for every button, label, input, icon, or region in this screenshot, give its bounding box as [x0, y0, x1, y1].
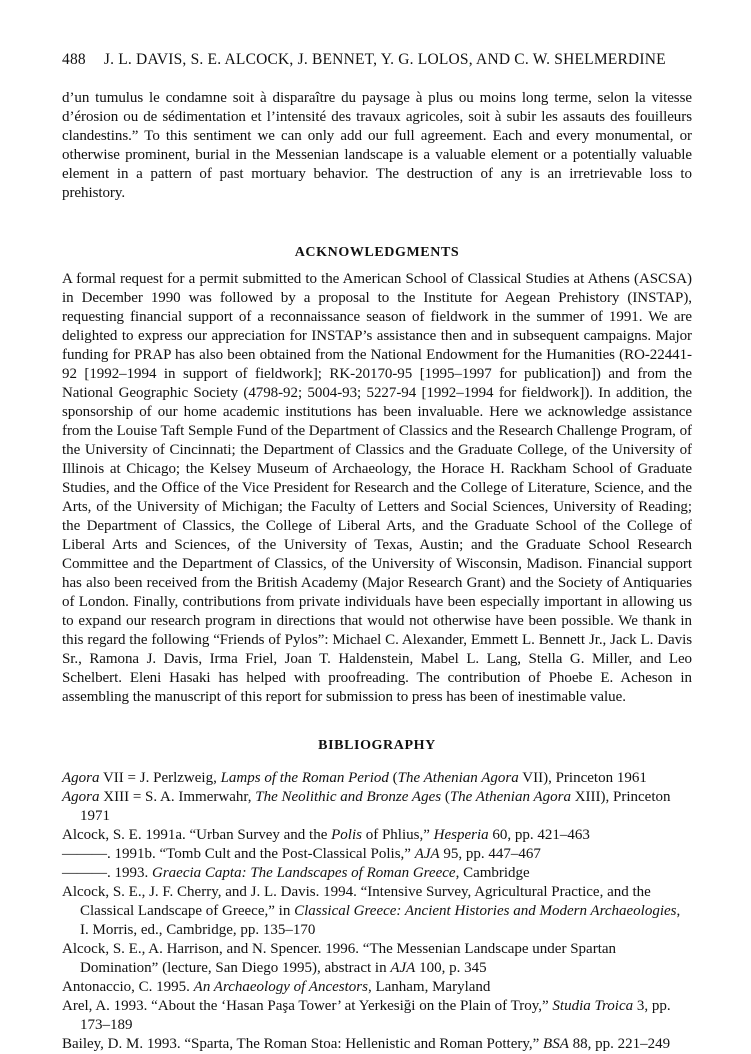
bibliography-entry: [62, 883, 692, 940]
bibliography-entry: [62, 978, 692, 997]
entry-italic-text: The Athenian Agora: [397, 770, 519, 786]
bibliography-entry: [62, 864, 692, 883]
entry-text: XIII = S. A. Immerwahr,: [99, 789, 256, 805]
bibliography-entry: [62, 940, 692, 978]
entry-text: , Lanham, Maryland: [367, 979, 491, 995]
page: [62, 50, 692, 1054]
intro-paragraph: d’un tumulus le condamne soit à disparaître du paysage à plus ou moins long terme, selon la vitesse d’érosion ou de sédimentation et l’intensité des travaux agricoles, soit à subir les assauts des fouilleurs clandestins.” To this sentiment we can only add our full agreement. Each and every monumental, or otherwise prominent, burial in the Messenian landscape is a valuable element or a potentially valuable element in a pattern of past mortuary behavior. The destruction of any is an irretrievable loss to prehistory.: [62, 90, 692, 201]
entry-text: 88, pp. 221–249: [568, 1036, 671, 1052]
entry-text: VII = J. Perlzweig,: [99, 770, 221, 786]
bibliography-entry: [62, 1035, 692, 1054]
entry-text: , I. Morris, ed., Cambridge, pp. 135–170: [80, 903, 681, 938]
entry-text: of Phlius,”: [361, 827, 434, 843]
entry-italic-text: The Neolithic and Bronze Ages: [255, 789, 442, 805]
entry-italic-text: Lamps of the Roman Period: [220, 770, 389, 786]
entry-text: Antonaccio, C. 1995.: [62, 979, 194, 995]
entry-text: 60, pp. 421–463: [488, 827, 590, 843]
entry-italic-text: Agora: [62, 789, 100, 805]
entry-text: 3, pp. 173–189: [80, 998, 671, 1033]
entry-italic-text: Studia Troica: [552, 998, 634, 1014]
entry-text: Alcock, S. E. 1991a. “Urban Survey and the: [62, 827, 332, 843]
bibliography-entry: [62, 997, 692, 1035]
entry-text: ———. 1991b. “Tomb Cult and the Post-Classical Polis,”: [62, 846, 415, 862]
entry-text: XIII), Princeton 1971: [80, 789, 671, 824]
entry-italic-text: Classical Greece: Ancient Histories and Modern Archaeologies: [294, 903, 677, 919]
entry-italic-text: AJA: [414, 846, 440, 862]
page-number: 488: [62, 51, 86, 68]
entry-text: ———. 1993.: [62, 865, 152, 881]
entry-text: , Cambridge: [455, 865, 530, 881]
running-header: [62, 50, 692, 70]
header-authors: J. L. DAVIS, S. E. ALCOCK, J. BENNET, Y. G. LOLOS, AND C. W. SHELMERDINE: [103, 51, 666, 68]
acknowledgments-heading: ACKNOWLEDGMENTS: [294, 245, 460, 260]
entry-italic-text: Graecia Capta: The Landscapes of Roman Greece: [152, 865, 456, 881]
entry-text: Alcock, S. E., A. Harrison, and N. Spencer. 1996. “The Messenian Landscape under Spartan Domination” (lecture, San Diego 1995), abstract in: [62, 941, 617, 976]
entry-text: Bailey, D. M. 1993. “Sparta, The Roman Stoa: Hellenistic and Roman Pottery,”: [62, 1036, 544, 1052]
bibliography-entry: [62, 845, 692, 864]
entry-text: 100, p. 345: [415, 960, 487, 976]
entry-text: 95, pp. 447–467: [439, 846, 541, 862]
entry-italic-text: The Athenian Agora: [449, 789, 571, 805]
bibliography-entry: [62, 826, 692, 845]
bibliography-heading: BIBLIOGRAPHY: [318, 738, 436, 753]
entry-text: VII), Princeton 1961: [518, 770, 647, 786]
bibliography-list: [62, 769, 692, 1054]
entry-text: Arel, A. 1993. “About the ‘Hasan Paşa Tower’ at Yerkesiği on the Plain of Troy,”: [62, 998, 553, 1014]
entry-italic-text: BSA: [543, 1036, 569, 1052]
bibliography-entry: [62, 788, 692, 826]
entry-text: (: [388, 770, 398, 786]
entry-text: (: [441, 789, 450, 805]
entry-italic-text: Polis: [331, 827, 362, 843]
acknowledgments-paragraph: A formal request for a permit submitted to the American School of Classical Studies at Athens (ASCSA) in December 1990 was followed by a proposal to the Institute for Aegean Prehistory (INSTAP), requesting financial support of a reconnaissance season of fieldwork in the summer of 1991. We are delighted to express our appreciation for INSTAP’s assistance then and in subsequent campaigns. Major funding for PRAP has also been obtained from the National Endowment for the Humanities (RO-22441-92 [1992–1994 in support of fieldwork]; RK-20170-95 [1995–1997 for publication]) and from the National Geographic Society (4798-92; 5004-93; 5227-94 [1992–1994 for fieldwork]). In addition, the sponsorship of our home academic institutions has been invaluable. Here we acknowledge assistance from the Louise Taft Semple Fund of the Department of Classics and the Research Challenge Program, of the University of Cincinnati; the Department of Classics and the Graduate College, of the University of Illinois at Chicago; the Kelsey Museum of Archaeology, the Horace H. Rackham School of Graduate Studies, and the Office of the Vice President for Research and the College of Literature, Science, and the Arts, of the University of Michigan; the Faculty of Letters and Social Sciences, University of Reading; the Department of Classics, the College of Liberal Arts, and the Graduate School of the College of Liberal Arts and Sciences, of the University of Texas, Austin; and the Graduate School Research Committee and the Department of Classics, of the University of Wisconsin, Madison. Financial support has also been received from the British Academy (Major Research Grant) and the Society of Antiquaries of London. Finally, contributions from private individuals have been especially important in allowing us to expand our research program in directions that would not otherwise have been possible. We thank in this regard the following “Friends of Pylos”: Michael C. Alexander, Emmett L. Bennett Jr., Jack L. Davis Sr., Ramona J. Davis, Irma Friel, Joan T. Haldenstein, Mabel L. Lang, Stella G. Miller, and Leo Schelbert. Eleni Hasaki has helped with proofreading. The contribution of Phoebe E. Acheson in assembling the manuscript of this report for submission to press has been of inestimable value.: [62, 271, 692, 705]
entry-italic-text: AJA: [390, 960, 416, 976]
entry-italic-text: Agora: [62, 770, 100, 786]
entry-italic-text: Hesperia: [433, 827, 489, 843]
entry-text: Alcock, S. E., J. F. Cherry, and J. L. Davis. 1994. “Intensive Survey, Agricultural Practice, and the Classical Landscape of Greece,” in: [62, 884, 651, 919]
entry-italic-text: An Archaeology of Ancestors: [193, 979, 368, 995]
bibliography-entry: [62, 769, 692, 788]
